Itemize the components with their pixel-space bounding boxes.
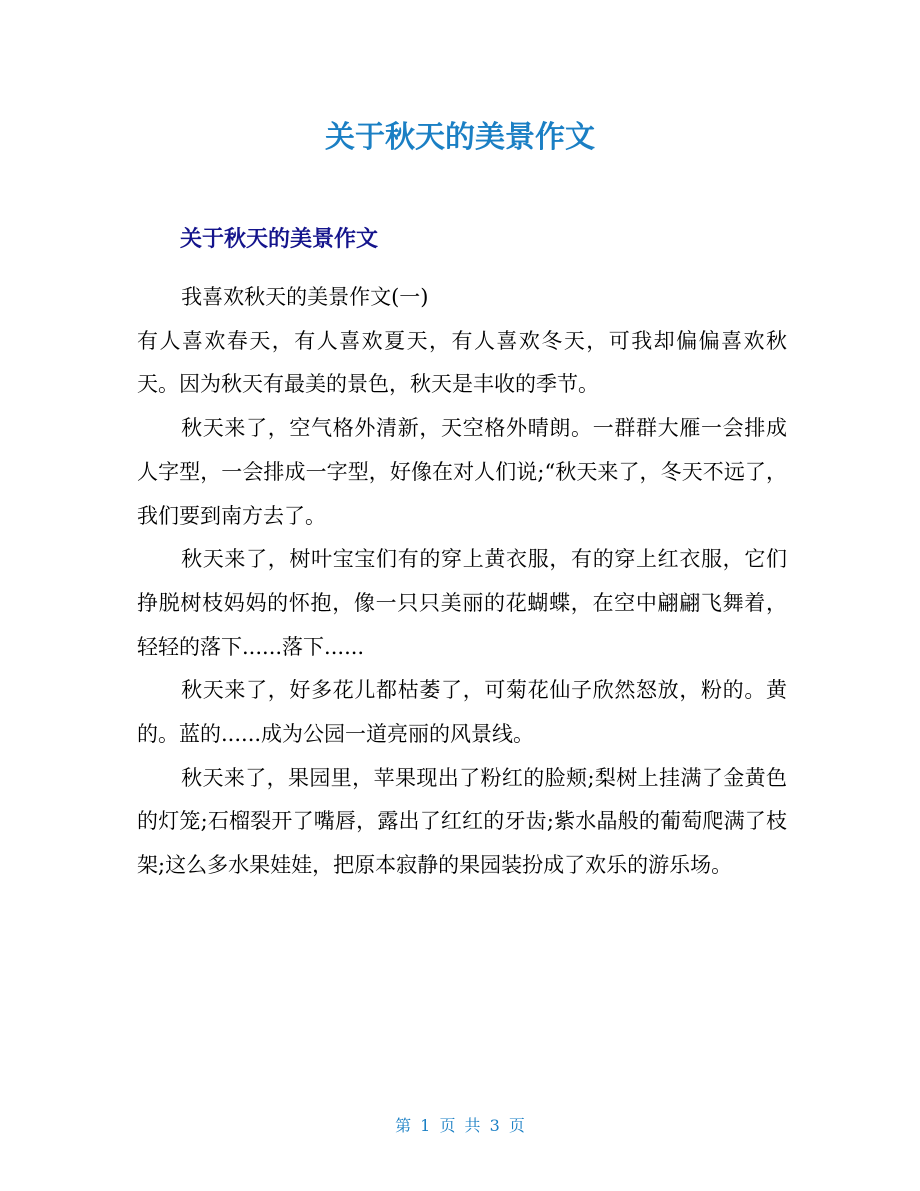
document-body [137,276,787,888]
paragraph-3: 秋天来了，树叶宝宝们有的穿上黄衣服，有的穿上红衣服，它们挣脱树枝妈妈的怀抱，像一只只美丽的花蝴蝶，在空中翩翩飞舞着，轻轻的落下......落下...... [137,547,787,659]
page-title: 关于秋天的美景作文 [325,120,595,155]
paragraph-5: 秋天来了，果园里，苹果现出了粉红的脸颊;梨树上挂满了金黄色的灯笼;石榴裂开了嘴唇，露出了红红的牙齿;紫水晶般的葡萄爬满了枝架;这么多水果娃娃，把原本寂静的果园装扮成了欢乐的游乐场。 [137,765,787,878]
paragraph-subtitle: 我喜欢秋天的美景作文(一) [181,285,429,309]
section-heading: 关于秋天的美景作文 [180,227,379,252]
page-footer: 第 1 页 共 3 页 [395,1116,525,1135]
paragraph-4: 秋天来了，好多花儿都枯萎了，可菊花仙子欣然怒放，粉的。黄的。蓝的......成为公园一道亮丽的风景线。 [137,678,787,747]
paragraph-1: 有人喜欢春天，有人喜欢夏天，有人喜欢冬天，可我却偏偏喜欢秋天。因为秋天有最美的景色，秋天是丰收的季节。 [137,328,787,397]
paragraph-2: 秋天来了，空气格外清新，天空格外晴朗。一群群大雁一会排成人字型，一会排成一字型，好像在对人们说;“秋天来了，冬天不远了，我们要到南方去了。 [137,416,787,528]
